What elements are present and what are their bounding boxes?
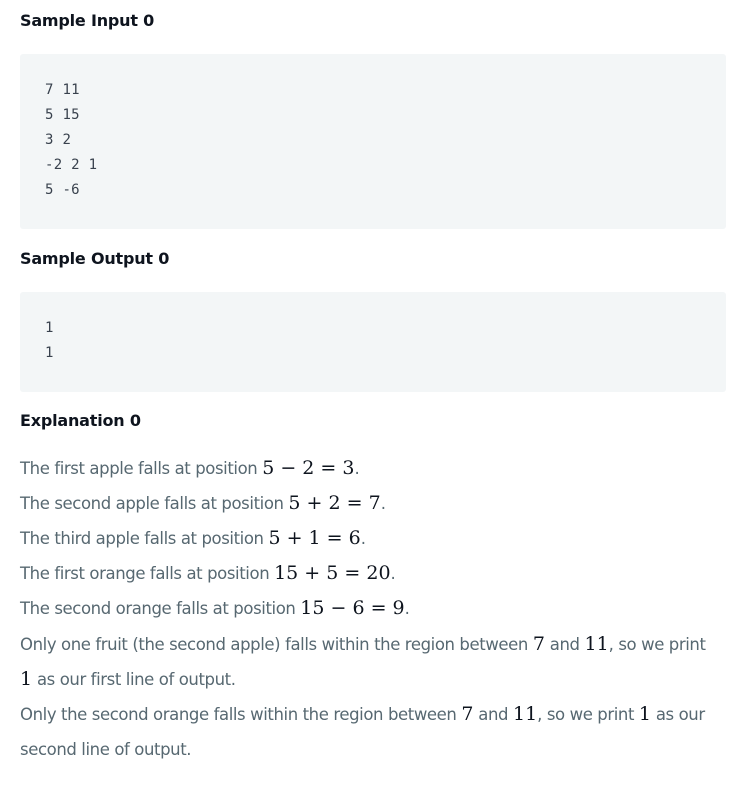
explanation-paragraph-2-line-1 [20, 697, 705, 732]
math-number: 7 [461, 703, 474, 725]
explanation-text: The first apple falls at position [20, 459, 263, 478]
output-line: 1 [45, 320, 54, 336]
explanation-text: as our first line of output. [32, 670, 236, 689]
punctuation: . [380, 494, 386, 513]
sample-input-heading: Sample Input 0 [20, 11, 155, 30]
explanation-text: , so we print [537, 705, 639, 724]
explanation-text: The second orange falls at position [20, 599, 301, 618]
math-expression: 15 − 6 = 9 [300, 597, 405, 619]
punctuation: . [404, 599, 410, 618]
explanation-line [20, 521, 366, 556]
input-line: 7 11 [45, 82, 80, 98]
explanation-text: Only one fruit (the second apple) falls within the region between [20, 635, 533, 654]
math-number: 7 [532, 633, 545, 655]
math-expression: 5 + 1 = 6 [268, 527, 361, 549]
input-line: 3 2 [45, 132, 72, 148]
explanation-paragraph-1-line-2 [20, 662, 236, 697]
explanation-text: second line of output. [20, 740, 192, 759]
explanation-text: The first orange falls at position [20, 564, 275, 583]
math-number: 11 [512, 703, 538, 725]
explanation-heading: Explanation 0 [20, 411, 141, 430]
math-expression: 5 + 2 = 7 [288, 492, 381, 514]
explanation-line [20, 591, 410, 626]
explanation-line [20, 556, 395, 591]
explanation-text: and [473, 705, 513, 724]
explanation-text: Only the second orange falls within the region between [20, 705, 462, 724]
punctuation: . [390, 564, 396, 583]
explanation-line [20, 486, 386, 521]
math-number: 11 [584, 633, 609, 655]
explanation-paragraph-2-line-2 [20, 732, 191, 767]
input-line: 5 15 [45, 107, 80, 123]
sample-output-heading: Sample Output 0 [20, 249, 170, 268]
explanation-text: , so we print [608, 635, 706, 654]
math-number: 1 [638, 703, 651, 725]
math-number: 1 [20, 668, 33, 690]
explanation-text: The second apple falls at position [20, 494, 289, 513]
explanation-text: as our [651, 705, 705, 724]
output-line: 1 [45, 345, 54, 361]
explanation-text: and [544, 635, 585, 654]
punctuation: . [354, 459, 360, 478]
math-expression: 15 + 5 = 20 [274, 562, 391, 584]
sample-output-box [20, 292, 726, 392]
sample-input-box [20, 54, 726, 229]
punctuation: . [360, 529, 366, 548]
explanation-line [20, 451, 359, 486]
explanation-paragraph-1-line-1 [20, 627, 706, 662]
explanation-text: The third apple falls at position [20, 529, 269, 548]
input-line: -2 2 1 [45, 157, 98, 173]
math-expression: 5 − 2 = 3 [262, 457, 355, 479]
input-line: 5 -6 [45, 182, 80, 198]
